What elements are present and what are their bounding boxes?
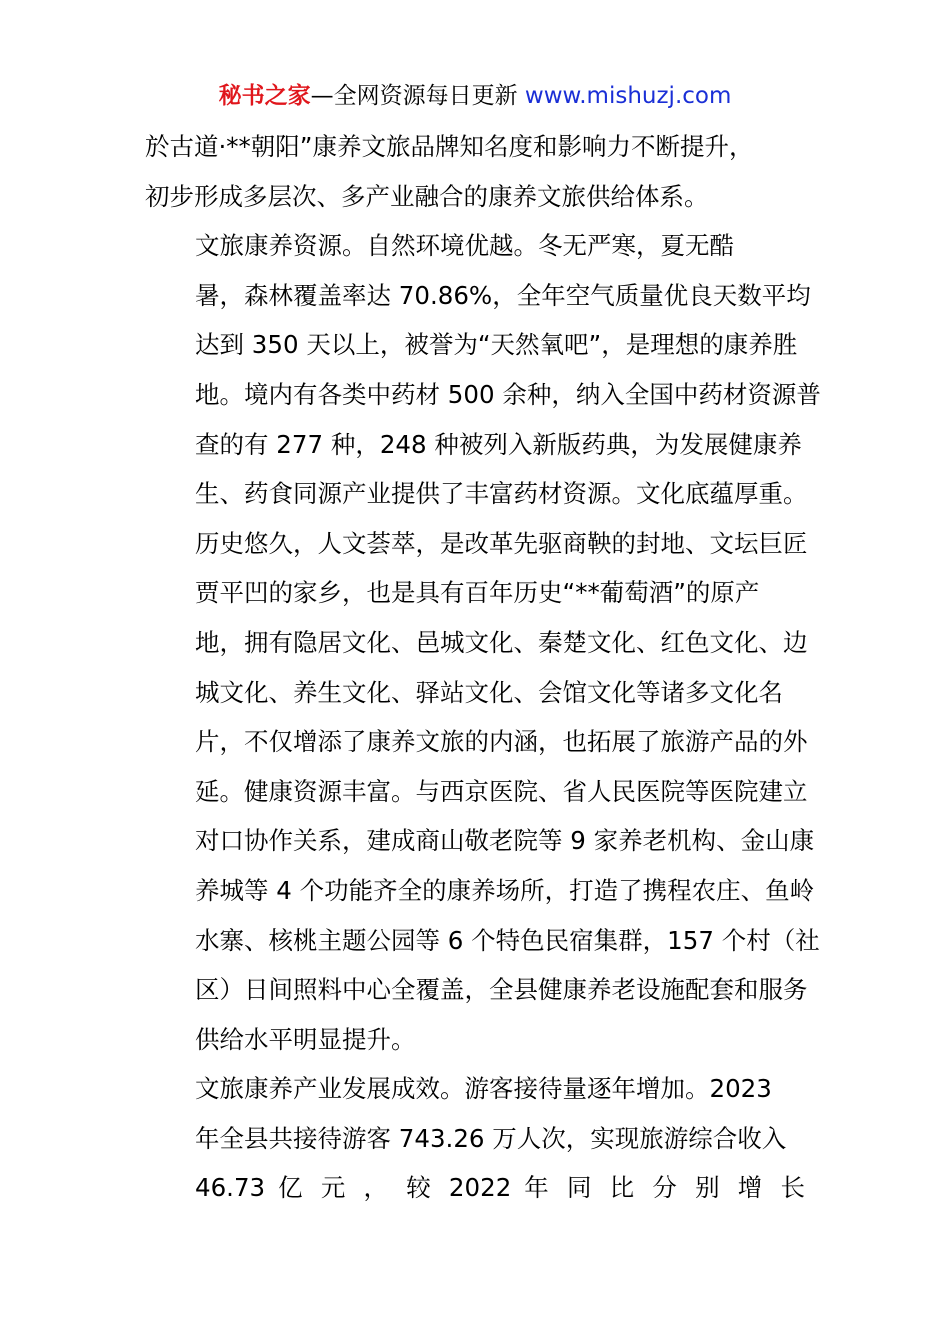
text-line: 46.73 亿 元 ， 较 2022 年 同 比 分 别 增 长 [195, 1173, 805, 1203]
text-line: 文旅康养资源。自然环境优越。冬无严寒，夏无酷 [195, 231, 734, 261]
text-line: 查的有 277 种，248 种被列入新版药典，为发展健康养 [195, 429, 802, 459]
brand-name: 秘书之家 [218, 83, 311, 109]
site-url: www.mishuzj.com [524, 83, 732, 109]
text-line: 地。境内有各类中药材 500 余种，纳入全国中药材资源普 [195, 379, 821, 409]
page-header [0, 80, 950, 112]
text-line: 初步形成多层次、多产业融合的康养文旅供给体系。 [145, 181, 709, 211]
header-tagline: —全网资源每日更新 [310, 83, 525, 109]
text-line: 延。健康资源丰富。与西京医院、省人民医院等医院建立 [195, 776, 808, 806]
text-line: 城文化、养生文化、驿站文化、会馆文化等诸多文化名 [195, 677, 783, 707]
text-line: 历史悠久，人文荟萃，是改革先驱商鞅的封地、文坛巨匠 [195, 528, 808, 558]
paragraph [145, 122, 805, 221]
text-line: 对口协作关系，建成商山敬老院等 9 家养老机构、金山康 [195, 826, 815, 856]
text-line: 暑，森林覆盖率达 70.86%，全年空气质量优良天数平均 [195, 280, 811, 310]
paragraph [145, 1064, 805, 1213]
text-line: 水寨、核桃主题公园等 6 个特色民宿集群，157 个村（社 [195, 925, 820, 955]
text-line: 片，不仅增添了康养文旅的内涵，也拓展了旅游产品的外 [195, 727, 808, 757]
text-line: 地，拥有隐居文化、邑城文化、秦楚文化、红色文化、边 [195, 627, 808, 657]
text-line: 区）日间照料中心全覆盖，全县健康养老设施配套和服务 [195, 975, 808, 1005]
document-body [145, 122, 821, 1213]
text-line: 生、药食同源产业提供了丰富药材资源。文化底蕴厚重。 [195, 479, 808, 509]
text-line: 达到 350 天以上，被誉为“天然氧吧”，是理想的康养胜 [195, 330, 798, 360]
text-line: 文旅康养产业发展成效。游客接待量逐年增加。2023 [195, 1074, 772, 1104]
text-line: 养城等 4 个功能齐全的康养场所，打造了携程农庄、鱼岭 [195, 875, 815, 905]
text-line: 供给水平明显提升。 [195, 1024, 416, 1054]
text-line: 於古道·**朝阳”康养文旅品牌知名度和影响力不断提升， [145, 132, 754, 161]
paragraph [145, 221, 821, 1064]
text-line: 年全县共接待游客 743.26 万人次，实现旅游综合收入 [195, 1123, 787, 1153]
text-line: 贾平凹的家乡，也是具有百年历史“**葡萄酒”的原产 [195, 578, 760, 608]
